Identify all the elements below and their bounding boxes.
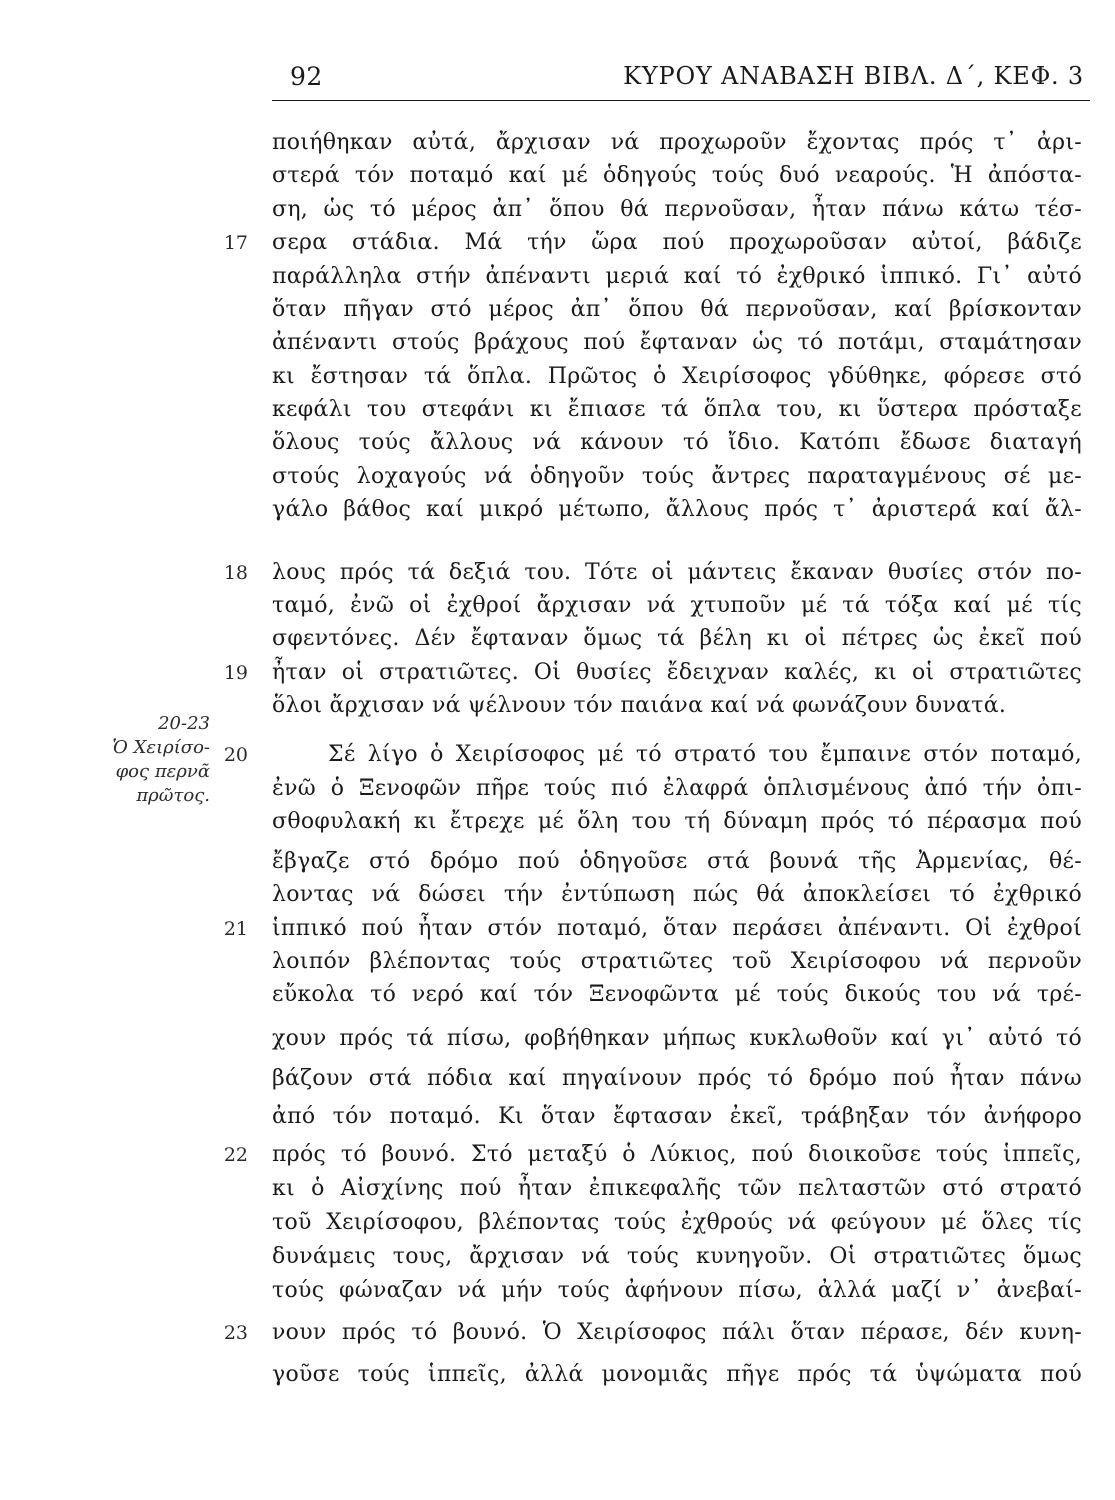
text-line: εὔκολα τό νερό καί τόν Ξενοφῶντα μέ τούς δικούς του νά τρέ- xyxy=(272,982,1082,1007)
text-line: ὅλους τούς ἄλλους νά κάνουν τό ἴδιο. Κατόπι ἔδωσε διαταγή xyxy=(272,430,1082,455)
text-line: ὅλοι ἄρχισαν νά ψέλνουν τόν παιάνα καί νά φωνάζουν δυνατά. xyxy=(272,693,1007,718)
text-line: σερα στάδια. Μά τήν ὥρα πού προχωροῦσαν αὐτοί, βάδιζε xyxy=(272,230,1082,255)
text-line: κι ὁ Αἰσχίνης πού ἦταν ἐπικεφαλῆς τῶν πελταστῶν στό στρατό xyxy=(272,1176,1082,1201)
text-line: ἀπέναντι στούς βράχους πού ἔφταναν ὡς τό ποτάμι, σταμάτησαν xyxy=(272,330,1082,355)
text-line: παράλληλα στήν ἀπέναντι μεριά καί τό ἐχθρικό ἱππικό. Γι᾿ αὐτό xyxy=(272,264,1082,289)
sidenote-range: 20-23 xyxy=(158,713,210,734)
section-number: 21 xyxy=(223,918,248,940)
section-number: 20 xyxy=(223,744,248,766)
text-line: ἦταν οἱ στρατιῶτες. Οἱ θυσίες ἔδειχναν καλές, κι οἱ στρατιῶτες xyxy=(272,660,1082,685)
text-line: σθοφυλακή κι ἔτρεχε μέ ὅλη του τή δύναμη πρός τό πέρασμα πού xyxy=(272,809,1082,834)
sidenote xyxy=(100,712,210,808)
text-line: τούς φώναζαν νά μήν τούς ἀφήνουν πίσω, ἀλλά μαζί ν᾿ ἀνεβαί- xyxy=(272,1278,1082,1303)
page-header xyxy=(272,58,1090,101)
text-line: ἔβγαζε στό δρόμο πού ὁδηγοῦσε στά βουνά τῆς Ἀρμενίας, θέ- xyxy=(272,849,1082,874)
text-line: ἀπό τόν ποταμό. Κι ὅταν ἔφτασαν ἐκεῖ, τράβηξαν τόν ἀνήφορο xyxy=(272,1104,1082,1129)
section-number: 22 xyxy=(223,1144,248,1166)
text-line: γάλο βάθος καί μικρό μέτωπο, ἄλλους πρός τ᾿ ἀριστερά καί ἄλ- xyxy=(272,497,1082,522)
text-line: στούς λοχαγούς νά ὁδηγοῦν τούς ἄντρες παραταγμένους σέ με- xyxy=(272,464,1082,489)
text-line: δυνάμεις τους, ἄρχισαν νά τούς κυνηγοῦν. Οἱ στρατιῶτες ὅμως xyxy=(272,1244,1082,1269)
text-line: νουν πρός τό βουνό. Ὁ Χειρίσοφος πάλι ὅταν πέρασε, δέν κυνη- xyxy=(272,1320,1082,1345)
text-line: ταμό, ἐνῶ οἱ ἐχθροί ἄρχισαν νά χτυποῦν μέ τά τόξα καί μέ τίς xyxy=(272,593,1082,618)
sidenote-line: πρῶτος. xyxy=(136,785,210,806)
page-number: 92 xyxy=(290,62,323,91)
text-line: τοῦ Χειρίσοφου, βλέποντας τούς ἐχθρούς νά φεύγουν μέ ὅλες τίς xyxy=(272,1210,1082,1235)
text-line: λοντας νά δώσει τήν ἐντύπωση πώς θά ἀποκλείσει τό ἐχθρικό xyxy=(272,882,1082,907)
running-head: ΚΥΡΟΥ ΑΝΑΒΑΣΗ ΒΙΒΛ. Δ΄, ΚΕΦ. 3 xyxy=(623,62,1084,90)
text-line: χουν πρός τά πίσω, φοβήθηκαν μήπως κυκλωθοῦν καί γι᾿ αὐτό τό xyxy=(272,1026,1082,1051)
sidenote-line: Ὁ Χειρίσο- xyxy=(112,737,210,758)
text-line: ση, ὡς τό μέρος ἀπ᾿ ὅπου θά περνοῦσαν, ἦταν πάνω κάτω τέσ- xyxy=(272,197,1082,222)
section-number: 18 xyxy=(223,562,248,584)
text-line: στερά τόν ποταμό καί μέ ὁδηγούς τούς δυό νεαρούς. Ἡ ἀπόστα- xyxy=(272,163,1082,188)
text-line: ποιήθηκαν αὐτά, ἄρχισαν νά προχωροῦν ἔχοντας πρός τ᾿ ἀρι- xyxy=(272,130,1082,155)
text-line: λους πρός τά δεξιά του. Τότε οἱ μάντεις ἔκαναν θυσίες στόν πο- xyxy=(272,560,1082,585)
text-line: βάζουν στά πόδια καί πηγαίνουν πρός τό δρόμο πού ἦταν πάνω xyxy=(272,1066,1082,1091)
section-number: 17 xyxy=(223,232,248,254)
text-line: σφεντόνες. Δέν ἔφταναν ὅμως τά βέλη κι οἱ πέτρες ὡς ἐκεῖ πού xyxy=(272,626,1082,651)
section-number: 23 xyxy=(223,1322,248,1344)
text-line: κι ἔστησαν τά ὅπλα. Πρῶτος ὁ Χειρίσοφος γδύθηκε, φόρεσε στό xyxy=(272,364,1082,389)
text-line: πρός τό βουνό. Στό μεταξύ ὁ Λύκιος, πού διοικοῦσε τούς ἱππεῖς, xyxy=(272,1142,1082,1167)
text-line: ἱππικό πού ἦταν στόν ποταμό, ὅταν περάσει ἀπέναντι. Οἱ ἐχθροί xyxy=(272,916,1082,941)
text-line: ἐνῶ ὁ Ξενοφῶν πῆρε τούς πιό ἐλαφρά ὁπλισμένους ἀπό τήν ὀπι- xyxy=(272,776,1082,801)
text-line: γοῦσε τούς ἱππεῖς, ἀλλά μονομιᾶς πῆγε πρός τά ὑψώματα πού xyxy=(272,1362,1082,1387)
text-line: ὅταν πῆγαν στό μέρος ἀπ᾿ ὅπου θά περνοῦσαν, καί βρίσκονταν xyxy=(272,297,1082,322)
section-number: 19 xyxy=(223,662,248,684)
text-line: κεφάλι του στεφάνι κι ἔπιασε τά ὅπλα του, κι ὕστερα πρόσταξε xyxy=(272,397,1082,422)
sidenote-line: φος περνᾶ xyxy=(115,761,210,782)
text-line: λοιπόν βλέποντας τούς στρατιῶτες τοῦ Χειρίσοφου νά περνοῦν xyxy=(272,949,1082,974)
text-line: Σέ λίγο ὁ Χειρίσοφος μέ τό στρατό του ἔμπαινε στόν ποταμό, xyxy=(328,742,1082,767)
